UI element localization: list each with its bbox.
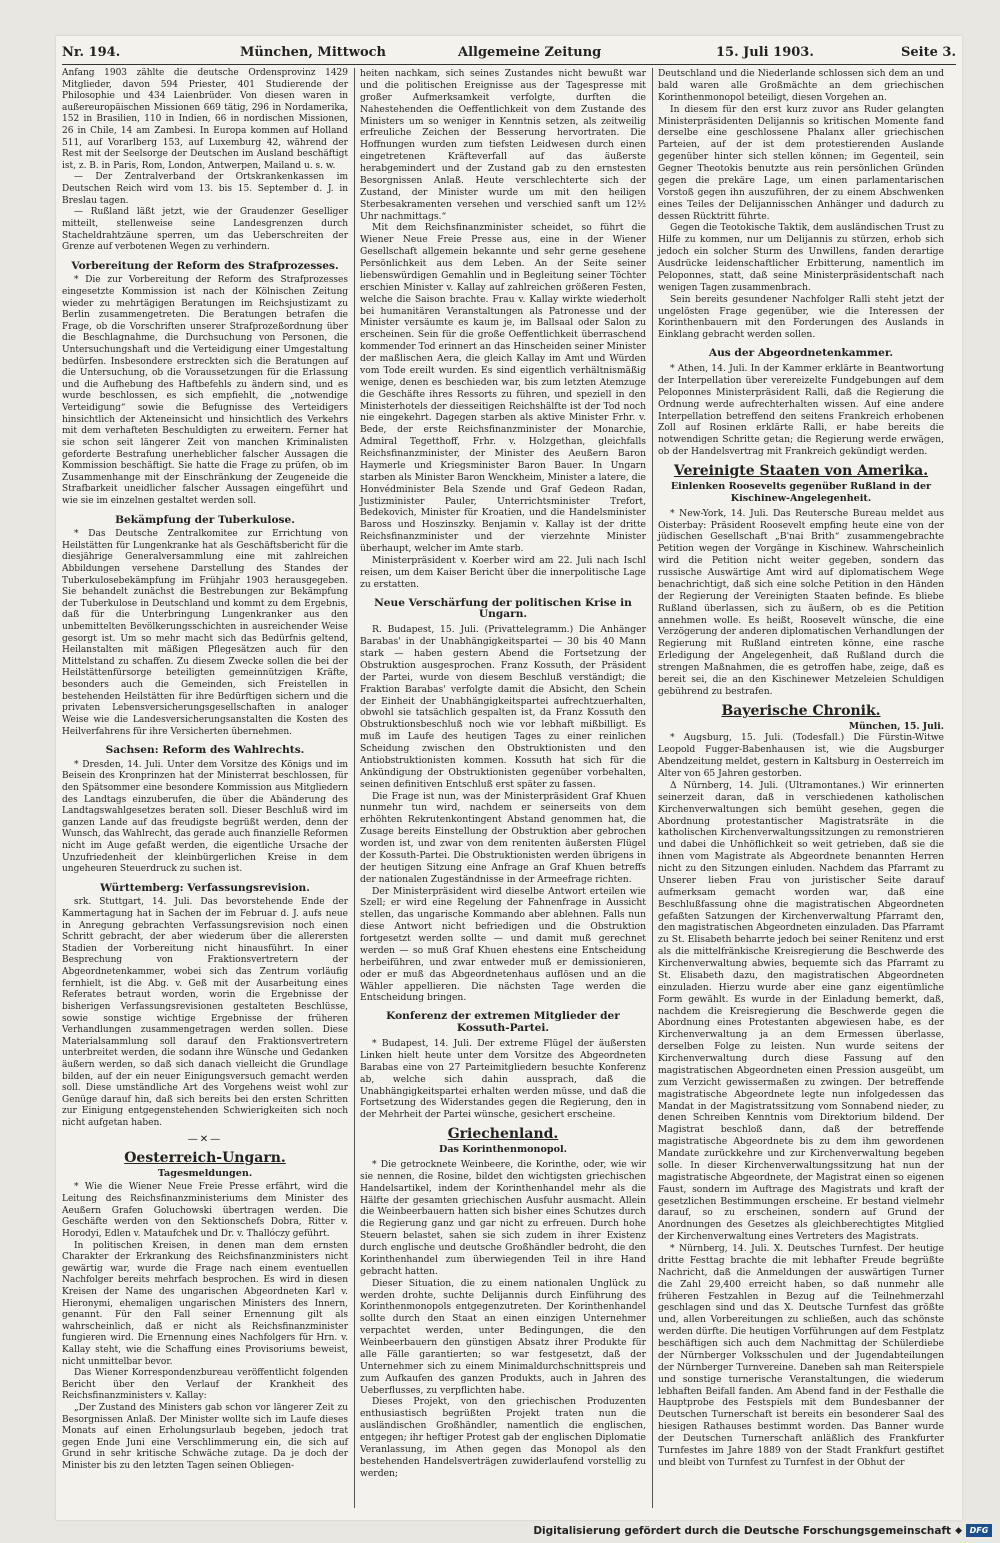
subsection-heading: Das Korinthenmonopol. — [439, 1144, 567, 1155]
city-day: München, Mittwoch — [240, 45, 387, 60]
country-heading: Bayerische Chronik. — [721, 702, 881, 719]
article-paragraph: * Nürnberg, 14. Juli. X. Deutsches Turnfest. Der heutige dritte Festtag brachte die mit lebhafter Freude begrüßte Nachricht, daß die Anmeldungen der auswärtigen Turner die Zahl 29,400 erreicht haben, so daß nunmehr alle früheren Festzahlen in Bezug auf die Teilnehmerzahl geschlagen sind und das X. Deutsche Turnfest das größte und, allen Vorbereitungen zu schließen, auch das schönste werden dürfte. Die heutigen Vorführungen auf dem Festplatz beschäftigen sich auch dem Nachmittag der Schülerdiebe der Nürnberger Volksschulen und der Jugendabteilungen der Nürnberger Turnvereine. Daneben sah man Reiterspiele und sonstige turnerische Veranstaltungen, die wiederum lebhaften Beifall fanden. Am Abend fand in der Festhalle die Hauptprobe des Festspiels mit dem Bundesbanner der Deutschen Turnerschaft ist bereits ein besonderer Saal des hiesigen Rathauses bestimmt worden. Das Banner wurde der Deutschen Turnerschaft anläßlich des Frankfurter Turnfestes im Jahre 1889 von der Stadt Frankfurt gestiftet und bleibt von Turnfest zu Turnfest in der Obhut der — [658, 1243, 944, 1468]
article-paragraph: Ministerpräsident v. Koerber wird am 22. Juli nach Ischl reisen, um dem Kaiser Bericht über die innerpolitische Lage zu erstatten. — [360, 554, 646, 590]
article-paragraph: * Budapest, 14. Juli. Der extreme Flügel der äußersten Linken hielt heute unter dem Vorsitze des Abgeordneten Barabas eine von 27 Parteimitgliedern besuchte Konferenz ab, welche sich dahin aussprach, daß die Unabhängigkeitspartei erhalten werden müsse, und daß die Fortsetzung des Widerstandes gegen die Regierung, den in der Mehrheit der Partei wünsche, gesichert erscheine. — [360, 1038, 646, 1121]
country-heading: Griechenland. — [447, 1126, 559, 1143]
article-paragraph: * Augsburg, 15. Juli. (Todesfall.) Die Fürstin-Witwe Leopold Fugger-Babenhausen ist, wie die Augsburger Abendzeitung meldet, gestern in Kaltsburg in Oesterreich im Alter von 65 Jahren gestorben. — [658, 732, 944, 779]
column-1 — [62, 68, 348, 1508]
article-paragraph: * Wie die Wiener Neue Freie Presse erfährt, wird die Leitung des Reichsfinanzministeriums dem Minister des Aeußern Grafen Goluchowski übertragen werden. Die Geschäfte werden von den Sektionschefs Dobra, Ritter v. Horodyi, Edlen v. Mataufchek und Dr. v. Thallóczy geführt. — [62, 1182, 348, 1239]
article-paragraph: — Der Zentralverband der Ortskrankenkassen im Deutschen Reich wird vom 13. bis 15. September d. J. in Breslau tagen. — [62, 172, 348, 206]
section-heading: Konferenz der extremen Mitglieder der Kossuth-Partei. — [386, 1010, 620, 1035]
article-paragraph: In diesem für den erst kurz zuvor ans Ruder gelangten Ministerpräsidenten Delijannis so kritischen Momente fand derselbe eine geschlossene Phalanx aller griechischen Parteien, auf der ist dem protestierenden Auslande gegenüber hinter sich stellen können; im Gegenteil, sein Gegner Theotokis benutzte aus rein persönlichen Gründen gegen die prekäre Lage, um einen parlamentarischen Vorstoß gegen ihn auszuführen, der zu einem Abschwenken eines Teiles der Delijannisschen Anhänger und dadurch zu dessen Rücktritt führte. — [658, 103, 944, 222]
footer-text: Digitalisierung gefördert durch die Deutsche Forschungsgemeinschaft — [533, 1524, 952, 1537]
issue-number: Nr. 194. — [62, 45, 121, 60]
digitization-footer — [533, 1524, 992, 1537]
article-paragraph: Sein bereits gesundener Nachfolger Ralli steht jetzt der ungelösten Frage gegenüber, wie die Interessen der Korinthenbauern mit den Forderungen des Auslands in Einklang gebracht werden sollen. — [658, 293, 944, 341]
article-paragraph: Die Frage ist nun, was der Ministerpräsident Graf Khuen nunmehr tun wird, nachdem er seinerseits von dem erhöhten Rekrutenkontingent Abstand genommen hat, die Zusage bereits Einstellung der Obstruktion aber gebrochen worden ist, und zwar von dem renitenten äußersten Flügel der Kossuth-Partei. Die Obstruktionisten werden übrigens in der heutigen Sitzung eine Anfrage an Graf Khuen betreffs der nationalen Zugeständnisse in der Armeefrage richten. — [360, 790, 646, 885]
column-divider — [354, 68, 355, 1508]
country-heading: Oesterreich-Ungarn. — [124, 1150, 286, 1167]
article-paragraph: Mit dem Reichsfinanzminister scheidet, so führt die Wiener Neue Freie Presse aus, eine in der Wiener Gesellschaft allgemein bekannte und sehr gerne gesehene Persönlichkeit aus dem Leben. An der Seite seiner liebenswürdigen Gemahlin und in Begleitung seiner Töchter erschien Minister v. Kallay auf zahlreichen größeren Festen, welche die Saison brachte. Frau v. Kallay wirkte wiederholt bei humanitären Veranstaltungen als Patronesse und der Minister versäumte es kaum je, im Ballsaal oder Salon zu erscheinen. Sein für die große Oeffentlichkeit überraschend kommender Tod erinnert an das Hinscheiden seiner Minister der maßlischen Aera, die gleich Kallay im Amt und Würden vom Tode ereilt wurden. Es sind eigentlich verhältnismäßig wenige, denen es beschieden war, bis zum letzten Atemzuge die Geschäfte ihres Ressorts zu führen, und speziell in den Ministerhotels der diesseitigen Reichshälfte ist der Tod noch nie eingekehrt. Dagegen starben als aktive Minister Frhr. v. Bede, der erste Reichsfinanzminister der Monarchie, Admiral Tegetthoff, Frhr. v. Holzgethan, gleichfalls Reichsfinanzminister, der Minister des Aeußern Baron Haymerle und Kriegsminister Baron Bauer. In Ungarn starben als Minister Baron Wenckheim, Minister a latere, die Honvédminister Bela Szende und Graf Gedeon Radan, Justizminister Pauler, Unterrichtsminister Trefort, Bedekovich, Minister für Kroatien, und die Handelsminister Baross und Hoszinszky. Benjamin v. Kallay ist der dritte Reichsfinanzminister und der vierzehnte Minister überhaupt, welcher im Amte starb. — [360, 222, 646, 554]
section-heading: Sachsen: Reform des Wahlrechts. — [105, 744, 305, 757]
article-paragraph: — Rußland läßt jetzt, wie der Graudenzer Geselliger mitteilt, stellenweise seine Landesgrenzen durch Stacheldrahtzäune sperren, um das Ueberschreiten der Grenze auf verbotenen Wegen zu verhindern. — [62, 207, 348, 253]
article-paragraph: srk. Stuttgart, 14. Juli. Das bevorstehende Ende der Kammertagung hat in Sachen der im Februar d. J. aufs neue in Anregung gebrachten Verfassungsrevision noch einen Schritt gebracht, der aber wiederum über die allerersten Stadien der Vorbereitung nicht hinausführt. In einer Besprechung von Fraktionsvertretern der Abgeordnetenkammer, wobei sich das Zentrum vorläufig fernhielt, ist die Abg. v. Geß mit der Ausarbeitung eines Referates betraut worden, worin die Ergebnisse der bisherigen Verfassungsrevisionen gestalteten Beschlüsse, sowie sonstige wichtige Ergebnisse der früheren Verhandlungen zusammengetragen werden sollen. Diese Materialsammlung soll darauf den Fraktionsvertretern unterbreitet werden, die sodann ihre Wünsche und Gedanken äußern werden, so daß sich danach vielleicht die Grundlage bilden, auf der ein neuer Einigungsversuch gemacht werden soll. Diese umständliche Art des Vorgehens weist wohl zur Genüge darauf hin, daß sich bereits bei den ersten Schritten zur Einigung entgegenstehenden Schwierigkeiten sich noch nicht aufgetan haben. — [62, 897, 348, 1129]
article-paragraph: Anfang 1903 zählte die deutsche Ordensprovinz 1429 Mitglieder, davon 594 Priester, 401 Studierende der Philosophie und 434 Laienbrüder. Von diesen waren in außereuropäischen Missionen 669 tätig, 296 in Nordamerika, 152 in Brasilien, 110 in Indien, 66 in nordischen Missionen, 26 in Chile, 14 am Zambesi. In Europa kommen auf Holland 511, auf Vorarlberg 153, auf Luxemburg 42, während der Rest mit der Seelsorge der Deutschen im Ausland beschäftigt ist, z. B. in Paris, Rom, London, Antwerpen, Mailand u. s. w. — [62, 68, 348, 171]
column-divider — [652, 68, 653, 1508]
issue-date: 15. Juli 1903. — [716, 45, 814, 60]
article-paragraph: * Die getrocknete Weinbeere, die Korinthe, oder, wie wir sie nennen, die Rosine, bildet den wichtigsten griechischen Handelsartikel, indem der Korinthenhandel mehr als die Hälfte der gesamten griechischen Ausfuhr ausmacht. Allein die Weinbeerbauern hatten sich bisher eines Schutzes durch die Regierung ganz und gar nicht zu erfreuen. Durch hohe Steuern belastet, sahen sie sich zudem in ihrer Existenz durch englische und deutsche Großhändler bedroht, die den Korinthenhandel zum überwiegenden Teil in ihre Hand gebracht hatten. — [360, 1158, 646, 1277]
article-paragraph: * Dresden, 14. Juli. Unter dem Vorsitze des Königs und im Beisein des Kronprinzen hat der Ministerrat beschlossen, für den Spätsommer eine besondere Kommission aus Mitgliedern des Landtags einzuberufen, die über die Abänderung des Landtagswahlgesetzes beraten soll. Dieser Beschluß wird im ganzen Lande auf das freudigste begrüßt werden, denn der Wunsch, das Wahlrecht, das gerade auch finanzielle Reformen nicht im Auge gefaßt werden, die eigentliche Ursache der Unzufriedenheit der kleinbürgerlichen Kreise in dem ungeheuren Steuerdruck zu suchen ist. — [62, 759, 348, 875]
column-2 — [360, 68, 646, 1508]
dfg-logo: DFG — [966, 1524, 992, 1537]
article-paragraph: Dieser Situation, die zu einem nationalen Unglück zu werden drohte, suchte Delijannis durch Einführung des Korinthenmonopols entgegenzutreten. Der Korinthenhandel sollte durch den Staat an einen einzigen Unternehmer verpachtet werden, unter Bedingungen, die den Weinbeerbauern den günstigen Absatz ihrer Produkte für alle Fälle garantierten; so war festgesetzt, daß der Unternehmer sich zu einem Minimaldurchschnittspreis und zum Aufkaufen des ganzen Produkts, auch in Jahren des Ueberflusses, zu verpflichten habe. — [360, 1277, 646, 1396]
section-separator: —✕— — [187, 1133, 223, 1145]
article-paragraph: In politischen Kreisen, in denen man dem ernsten Charakter der Erkrankung des Reichsfinanzministers nicht gewärtig war, wurde die Frage nach einem eventuellen Nachfolger bereits mehrfach besprochen. Es wird in diesen Kreisen der Name des ungarischen Abgeordneten Karl v. Hieronymi, ehemaligen ungarischen Ministers des Innern, genannt. Für den Fall seiner Ernennung gilt als wahrscheinlich, daß er nicht als Reichsfinanzminister fungieren wird. Die Ernennung eines Nachfolgers für Hrn. v. Kallay steht, wie die Schaffung eines Provisoriums beweist, nicht unmittelbar bevor. — [62, 1240, 348, 1367]
article-paragraph: Δ Nürnberg, 14. Juli. (Ultramontanes.) Wir erinnerten seinerzeit daran, daß in verschiedenen katholischen Kirchenverwaltungen sich bemüht gesehen, gegen die Abordnung protestantischer Magistratsräte in die katholischen Kirchenverwaltungssitzungen zu remonstrieren und dabei die Unhöflichkeit so weit getrieben, daß sie die ihnen vom Magistrate als Abgeordnete benannten Herren nicht zu den Sitzungen einluden. Nachdem das Pfarramt zu Unserer lieben Frau von juristischer Seite darauf aufmerksam gemacht worden war, daß eine Beschlußfassung ohne die magistratischen Abgeordneten gefaßten Satzungen der Kirchenverwaltung Pfarramt den, den magistratischen Abgeordneten einzuladen. Das Pfarramt zu St. Elisabeth beharrte jedoch bei seiner Renitenz und erst als die mittelfränkische Kreisregierung die Beschwerde des Kirchenverwaltung abwies, bequemte sich das Pfarramt zu St. Elisabeth dazu, den magistratischen Abgeordneten einzuladen. Hierzu wurde aber eine ganz eigentümliche Form gewählt. Es wurde in der Einladung bemerkt, daß, nachdem die Kreisregierung die Beschwerde gegen die Abordnung eines Protestanten abgewiesen habe, es der Kirchenverwaltung ja an dem Ermessen überlasse, derselben Folge zu leisten. Nun wurde seitens der Kirchenverwaltung durch diese Fassung auf den magistratischen Abgeordneten einen Pression ausgeübt, um zum Verzicht gewissermaßen zu zwingen. Der betreffende magistratische Abgeordnete legte nun infolgedessen das Mandat in der Magistratssitzung vom Sonnabend nieder, zu denen Schreiben Kenntnis vom Direktorium bildend. Der Magistrat beschloß dann, daß der betreffende magistratische Abgeordnete bis zu dem ihm gewordenen Mandate zurückkehre und zur Kirchenverwaltung begeben solle. In dieser Kirchenverwaltungssitzung hat nun der magistratische Abgeordnete, der Magistrat einen so eigenen Faust, sondern im Auftrage des Magistrats und kraft der gesetzlichen Bestimmungen erscheine. Er bestand vielmehr darauf, so zu erscheinen, sondern auf Grund der Anordnungen des Gesetzes als gleichberechtigtes Mitglied der Kirchenverwaltung eines Vertreters des Magistrats. — [658, 779, 944, 1243]
article-paragraph: heiten nachkam, sich seines Zustandes nicht bewußt war und die politischen Ereignisse aus der Tagespresse mit großer Aufmerksamkeit verfolgte, durften die Nahestehenden die Oeffentlichkeit von dem Zustande des Ministers um so weniger in Kenntnis setzen, als zeitweilig erfreuliche Zeichen der Besserung hervortraten. Die Hoffnungen wurden zum tiefsten Leidwesen durch einen eingetretenen Kräfteverfall auf das äußerste herabgemindert und der Zustand gab zu den ernstesten Besorgnissen Anlaß. Heute verschlechterte sich der Zustand, der Minister wurde um mit den heiligen Sterbesakramenten versehen und verschied sanft um 12½ Uhr nachmittags.“ — [360, 68, 646, 222]
dateline: München, 15. Juli. — [848, 720, 944, 732]
article-paragraph: Deutschland und die Niederlande schlossen sich dem an und bald waren alle Großmächte an dem griechischen Korinthenmonopol beteiligt, diesen Vorgehen an. — [658, 68, 944, 103]
newspaper-title: Allgemeine Zeitung — [458, 45, 602, 60]
subsection-heading: Einlenken Roosevelts gegenüber Rußland in der Kischinew-Angelegenheit. — [670, 480, 932, 504]
country-heading: Vereinigte Staaten von Amerika. — [673, 463, 929, 479]
article-paragraph: Das Wiener Korrespondenzbureau veröffentlicht folgenden Bericht über den Verlauf der Krankheit des Reichsfinanzministers v. Kallay: — [62, 1368, 348, 1402]
article-paragraph: Gegen die Teotokische Taktik, dem ausländischen Trust zu Hilfe zu kommen, nur um Delijannis zu stürzen, erhob sich jedoch ein solcher Sturm des Unwillens, fanden derartige Ausdrücke leidenschaftlicher Erbitterung, namentlich im Peloponnes, statt, daß seine Ministerpräsidentschaft nach wenigen Tagen zusammenbrach. — [658, 222, 944, 293]
section-heading: Neue Verschärfung der politischen Krise in Ungarn. — [374, 596, 632, 621]
article-paragraph: R. Budapest, 15. Juli. (Privattelegramm.) Die Anhänger Barabas' in der Unabhängigkeitspartei — 30 bis 40 Mann stark — haben gestern Abend die Fortsetzung der Obstruktion ausgesprochen. Franz Kossuth, der Präsident der Partei, wurde von diesem Beschluß verständigt; die Fraktion Barabas' verfolgte damit die Absicht, den Schein der Einheit der Unabhängigkeitspartei aufrechtzuerhalten, obwohl sie tatsächlich gespalten ist, da Franz Kossuth den Obstruktionsbeschluß noch wie vor lebhaft mißbilligt. Es muß im Laufe des heutigen Tages zu einer reinlichen Scheidung zwischen den Obstruktionisten und den Antiobstruktionisten kommen. Kossuth hat sich für die Ankündigung der Obstruktionisten gegenüber vorbehalten, seinen definitiven Entschluß erst später zu fassen. — [360, 624, 646, 790]
newspaper-page — [56, 36, 962, 1520]
page-header — [62, 42, 956, 65]
article-paragraph: * Athen, 14. Juli. In der Kammer erklärte in Beantwortung der Interpellation über verereizelte Fundgebungen auf dem Peloponnes Ministerpräsident Ralli, daß die Regierung die Ordnung werde aufrechterhalten wissen. Auf eine andere Interpellation betreffend den seitens Frankreich erhobenen Zoll auf Rosinen erklärte Ralli, er habe bereits die notwendigen Schritte getan; die Regierung werde erwägen, ob der Handelsvertrag mit Frankreich gekündigt werden. — [658, 363, 944, 458]
article-paragraph: Dieses Projekt, von den griechischen Produzenten enthusiastisch begrüßten Projekt traten nun die ausländischen Großhändler, namentlich die englischen, entgegen; ihr heftiger Protest gab der englischen Diplomatie Veranlassung, im Athen gegen das Monopol als den bestehenden Handelsverträgen zuwiderlaufend vorstellig zu werden; — [360, 1396, 646, 1479]
section-heading: Aus der Abgeordnetenkammer. — [708, 347, 894, 360]
diamond-icon: ◆ — [955, 1525, 962, 1536]
section-heading: Vorbereitung der Reform des Strafprozesses. — [71, 259, 339, 272]
section-heading: Württemberg: Verfassungsrevision. — [100, 881, 310, 894]
column-3 — [658, 68, 944, 1508]
article-paragraph: Der Ministerpräsident wird dieselbe Antwort erteilen wie Szell; er wird eine Regelung der Fahnenfrage in Aussicht stellen, das ungarische Kommando aber ablehnen. Falls nun diese Antwort nicht befriedigen und die Obstruktion fortgesetzt werden sollte — und damit muß gerechnet werden — so muß Graf Khuen ehestens eine Entscheidung herbeiführen, und zwar entweder muß er demissionieren, oder er muß das Abgeordnetenhaus auflösen und an die Wähler appellieren. Die nächsten Tage werden die Entscheidung bringen. — [360, 885, 646, 1004]
article-paragraph: * New-York, 14. Juli. Das Reutersche Bureau meldet aus Oisterbay: Präsident Roosevelt empfing heute eine von der jüdischen Gesellschaft „B'nai Brith“ zusammengebrachte Petition wegen der Vorgänge in Kischinew. Wahrscheinlich wird die Petition nicht weiter gegeben, sondern das russische Auswärtige Amt wird auf diplomatischem Wege benachrichtigt, daß sich eine solche Petition in den Händen der Regierung der Vereinigten Staaten befinde. Es bliebe Rußland überlassen, sich zu äußern, ob es die Petition annehmen wolle. Es heißt, Roosevelt wünsche, die eine Verzögerung der anderen diplomatischen Verhandlungen der Regierung mit Rußland eintreten könne, eine rasche Erledigung der Angelegenheit, daß Rußland durch die strengen Maßnahmen, die es getroffen habe, zeige, daß es bereit sei, die an den Kischinewer Metzeleien Schuldigen gebührend zu bestrafen. — [658, 507, 944, 697]
article-paragraph: * Das Deutsche Zentralkomitee zur Errichtung von Heilstätten für Lungenkranke hat als Geschäftsbericht für die diesjährige Generalversammlung eine mit zahlreichen Abbildungen versehene Darstellung des Standes der Tuberkulosebekämpfung im Frühjahr 1903 herausgegeben. Sie behandelt zunächst die Bestrebungen zur Bekämpfung der Tuberkulose in Deutschland und kommt zu dem Ergebnis, daß für die Unterbringung Lungenkranker aus den unbemittelten Bevölkerungsschichten in ausreichender Weise gesorgt ist. Um so mehr macht sich das Bedürfnis geltend, Heilanstalten mit mäßigen Pflegesätzen auch für den Mittelstand zu schaffen. Zu diesem Zwecke sollen die bei der Heilstättenfürsorge beteiligten gemeinnützigen Kräfte, besonders auch die Gemeinden, sich Freistellen in bestehenden Heilstätten für ihre Bedürftigen sichern und die privaten Lebensversicherungsgesellschaften in analoger Weise wie die Landesversicherungsanstalten die Kosten des Heilverfahrens für ihre Versicherten übernehmen. — [62, 529, 348, 737]
section-heading: Bekämpfung der Tuberkulose. — [115, 513, 295, 526]
page-number: Seite 3. — [901, 45, 956, 60]
article-paragraph: * Die zur Vorbereitung der Reform des Strafprozesses eingesetzte Kommission ist nach der Kölnischen Zeitung wieder zu mehrtägigen Beratungen im Reichsjustizamt zu Berlin zusammengetreten. Die Beratungen betrafen die Frage, ob die Vorschriften unserer Strafprozeßordnung über die Beschlagnahme, die Durchsuchung von Personen, die Untersuchungshaft und die Verteidigung einer Umgestaltung bedürfen. Insbesondere erstreckten sich die Beratungen auf die Untersuchung, ob die Voraussetzungen für die Erlassung und die Aufhebung des Haftbefehls zu ändern sind, und es wurde beschlossen, es sich empfiehlt, die „notwendige Verteidigung“ sowie die Befugnisse des Verteidigers hinsichtlich der Akteneinsicht und hinsichtlich des Verkehrs mit dem verhafteten Beschuldigten zu erweitern. Ferner hat sie schon seit längerer Zeit von manchen Kriminalisten geforderte Bestrafung unerheblicher falscher Aussagen die Kommission beschäftigt. Sie hatte die Frage zu prüfen, ob im Zusammenhange mit der Einschränkung der Zeugeneide die Strafbarkeit uneidlicher falscher Aussagen eingeführt und wie sie im einzelnen gestaltet werden soll. — [62, 275, 348, 506]
subsection-heading: Tagesmeldungen. — [157, 1167, 253, 1179]
article-paragraph: „Der Zustand des Ministers gab schon vor längerer Zeit zu Besorgnissen Anlaß. Der Minister wollte sich im Laufe dieses Monats auf einen Erholungsurlaub begeben, jedoch trat gegen Ende Juni eine Verschlimmerung ein, die sich auf Grund in sehr kritische Schwäche zutage. Da je doch der Minister bis zu den letzten Tagen seinen Obliegen- — [62, 1403, 348, 1472]
